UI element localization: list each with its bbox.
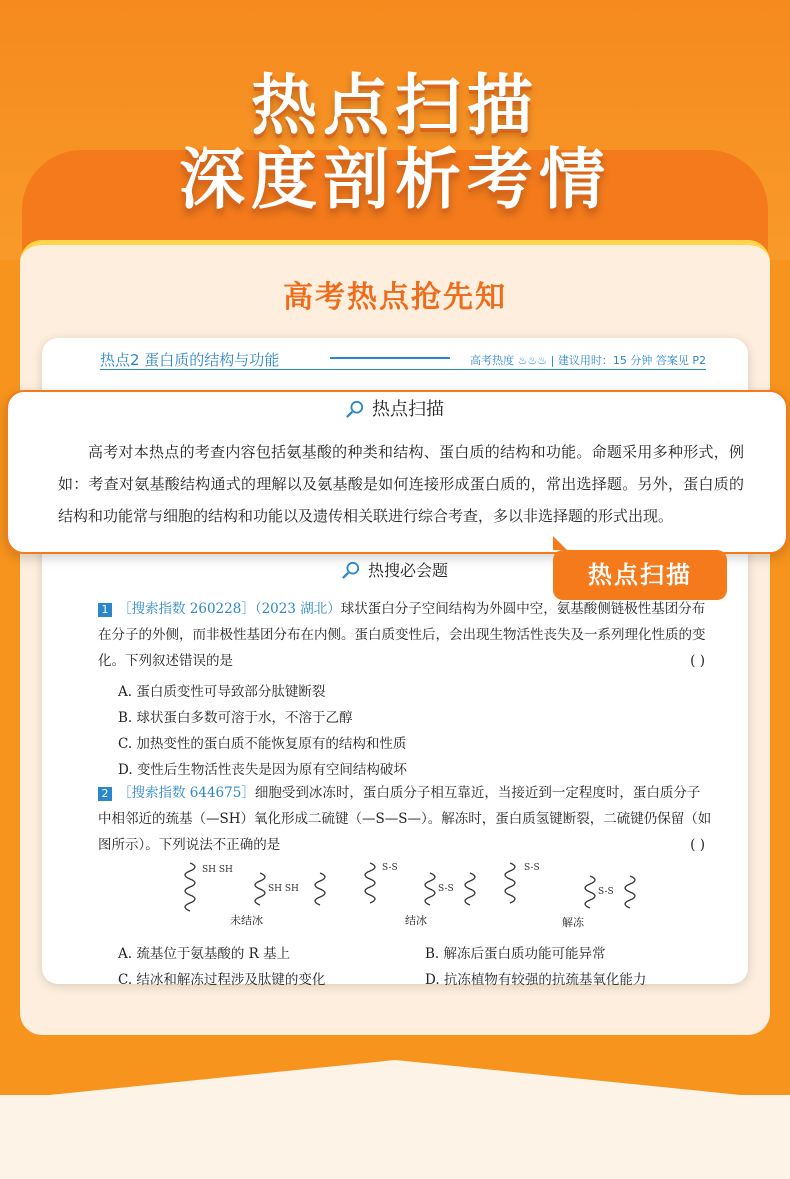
question-number: 2 bbox=[98, 787, 112, 801]
tag-tip bbox=[553, 536, 567, 550]
header-meta: 高考热度 ♨♨♨ | 建议用时：15 分钟 答案见 P2 bbox=[470, 354, 706, 367]
option-c: C. 结冰和解冻过程涉及肽键的变化 bbox=[118, 972, 326, 988]
page-header bbox=[100, 349, 706, 370]
option-a: A. 巯基位于氨基酸的 R 基上 bbox=[118, 946, 291, 962]
time-answer: 建议用时：15 分钟 答案见 P2 bbox=[557, 354, 706, 367]
answer-paren: ( ) bbox=[690, 837, 705, 853]
search-icon bbox=[346, 400, 364, 418]
diagram-label-thawed: 解冻 bbox=[562, 916, 584, 929]
diagram-label-unfrozen: 未结冰 bbox=[230, 914, 263, 927]
question-1 bbox=[98, 596, 713, 674]
hotspot-tag: 热点扫描 bbox=[553, 550, 727, 600]
popup-title bbox=[0, 395, 790, 421]
option-b: B. 球状蛋白多数可溶于水，不溶于乙醇 bbox=[118, 710, 353, 726]
bottom-band bbox=[0, 1095, 790, 1179]
panel-title: 高考热点抢先知 bbox=[283, 280, 507, 315]
sh-mark: SH SH bbox=[268, 884, 299, 894]
search-icon bbox=[342, 561, 360, 579]
answer-paren: ( ) bbox=[690, 653, 705, 669]
search-index: ［搜索指数 644675］ bbox=[118, 785, 255, 801]
popup-title-text: 热点扫描 bbox=[372, 399, 444, 420]
ss-mark: S-S bbox=[598, 887, 614, 897]
diagram-label-frozen: 结冰 bbox=[405, 914, 427, 927]
option-b: B. 解冻后蛋白质功能可能异常 bbox=[425, 946, 606, 962]
ss-mark: S-S bbox=[438, 884, 454, 894]
hero-title-line1: 热点扫描 bbox=[251, 67, 539, 144]
ss-mark: S-S bbox=[524, 863, 540, 873]
question-stem: 球状蛋白分子空间结构为外圆中空，氨基酸侧链极性基团分布在分子的外侧，而非极性基团分布在内侧。蛋白质变性后，会出现生物活性丧失及一系列理化性质的变化。下列叙述错误的是 bbox=[98, 601, 706, 669]
topic-title: 热点2 蛋白质的结构与功能 bbox=[100, 351, 280, 369]
header-swoosh bbox=[330, 357, 450, 359]
hero-title-line2: 深度剖析考情 bbox=[179, 141, 611, 218]
heat-label: 高考热度 bbox=[470, 354, 515, 367]
option-d: D. 变性后生物活性丧失是因为原有空间结构破坏 bbox=[118, 762, 407, 778]
sh-mark: SH SH bbox=[202, 865, 233, 875]
section-title-text: 热搜必会题 bbox=[367, 561, 448, 580]
bottom-triangle bbox=[0, 1060, 790, 1100]
popup-text: 高考对本热点的考查内容包括氨基酸的种类和结构、蛋白质的结构和功能。命题采用多种形式，例如：考查对氨基酸结构通式的理解以及氨基酸是如何连接形成蛋白质的，常出选择题。另外，蛋白质的结构和功能常与细胞的结构和功能以及遗传相关联进行综合考查，多以非选择题的形式出现。 bbox=[58, 443, 744, 525]
question-number: 1 bbox=[98, 603, 112, 617]
question-stem: 细胞受到冰冻时，蛋白质分子相互靠近，当接近到一定程度时，蛋白质分子中相邻近的巯基（—SH）氧化形成二硫键（—S—S—）。解冻时，蛋白质氢键断裂，二硫键仍保留（如图所示）。下列说法不正确的是 bbox=[98, 785, 712, 853]
ss-mark: S-S bbox=[382, 863, 398, 873]
search-index: ［搜索指数 260228］ bbox=[118, 601, 255, 617]
exam-source: （2023 湖北） bbox=[254, 601, 341, 617]
flame-icon: ♨♨♨ bbox=[517, 354, 548, 367]
section-title bbox=[0, 558, 790, 581]
question-2 bbox=[98, 780, 713, 858]
option-a: A. 蛋白质变性可导致部分肽键断裂 bbox=[118, 684, 326, 700]
option-c: C. 加热变性的蛋白质不能恢复原有的结构和性质 bbox=[118, 736, 407, 752]
option-d: D. 抗冻植物有较强的抗巯基氧化能力 bbox=[425, 972, 647, 988]
